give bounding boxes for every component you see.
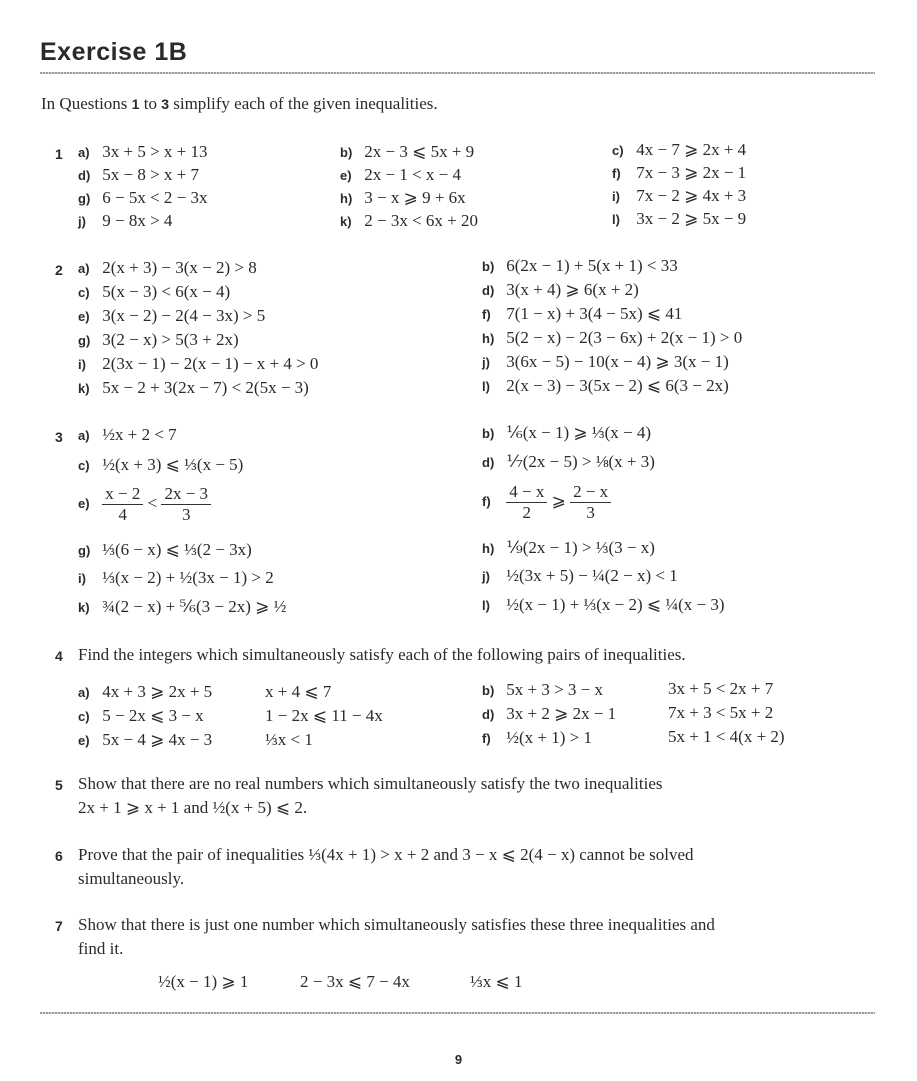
item-expression: 3x + 5 > x + 13 (102, 142, 208, 161)
q2-item-j (482, 352, 729, 372)
item-label: h) (482, 331, 495, 346)
numerator: 2x − 3 (161, 484, 211, 505)
q2-item-h (482, 328, 742, 348)
item-expression: 6 − 5x < 2 − 3x (102, 188, 208, 207)
q1-item-b (340, 142, 474, 162)
q6-line-1: Prove that the pair of inequalities ⅓(4x + 1) > x + 2 and 3 − x ⩽ 2(4 − x) cannot be solved (78, 845, 694, 864)
q2-item-b (482, 256, 678, 276)
item-expression: 3(6x − 5) − 10(x − 4) ⩾ 3(x − 1) (506, 352, 729, 371)
fraction (102, 484, 143, 525)
q3-item-g (78, 540, 252, 560)
denominator: 4 (118, 505, 128, 524)
question-number-3: 3 (55, 429, 63, 445)
item-label: a) (78, 145, 90, 160)
item-label: g) (78, 191, 91, 206)
q4-item-a (78, 682, 212, 702)
q3-item-e (78, 484, 211, 525)
footer-rule (40, 1012, 875, 1014)
item-label: g) (78, 333, 91, 348)
numerator: 4 − x (506, 482, 547, 503)
q4-item-d-second: 7x + 3 < 5x + 2 (668, 703, 774, 722)
item-label: j) (78, 214, 86, 229)
item-expression: 2(x + 3) − 3(x − 2) > 8 (102, 258, 257, 277)
item-expression: 2(3x − 1) − 2(x − 1) − x + 4 > 0 (102, 354, 319, 373)
q4-item-f (482, 728, 592, 748)
item-expression: ½(x + 3) ⩽ ⅓(x − 5) (102, 455, 244, 474)
q4-item-e-second: ⅓x < 1 (265, 730, 313, 749)
item-label: k) (340, 214, 352, 229)
item-expression: ¾(2 − x) + ⅚(3 − 2x) ⩾ ½ (102, 597, 287, 616)
fraction (161, 484, 211, 525)
item-label: g) (78, 543, 91, 558)
q6-line-2: simultaneously. (78, 869, 185, 888)
q5-line-2: 2x + 1 ⩾ x + 1 and ½(x + 5) ⩽ 2. (78, 798, 308, 817)
inequality-1: 3x + 2 ⩾ 2x − 1 (506, 704, 617, 723)
q3-item-d (482, 452, 655, 472)
item-expression: 2x − 3 ⩽ 5x + 9 (364, 142, 475, 161)
question-number-4: 4 (55, 648, 63, 664)
q7-line-2: find it. (78, 939, 124, 958)
item-expression: 5x − 8 > x + 7 (102, 165, 200, 184)
item-expression: ½(x − 1) + ⅓(x − 2) ⩽ ¼(x − 3) (506, 595, 725, 614)
q3-item-l (482, 595, 725, 615)
q1-item-f (612, 163, 746, 183)
item-label: e) (78, 309, 90, 324)
q2-item-l (482, 376, 729, 396)
item-expression: ½(3x + 5) − ¼(2 − x) < 1 (506, 566, 678, 585)
inequality-1: ½(x + 1) > 1 (506, 728, 592, 747)
denominator: 3 (586, 503, 595, 522)
q4-item-c-second: 1 − 2x ⩽ 11 − 4x (265, 706, 383, 725)
item-label: c) (78, 709, 90, 724)
q4-item-f-second: 5x + 1 < 4(x + 2) (668, 727, 785, 746)
item-expression: 9 − 8x > 4 (102, 211, 173, 230)
item-expression: 3x − 2 ⩾ 5x − 9 (636, 209, 747, 228)
item-expression: ⅓(6 − x) ⩽ ⅓(2 − 3x) (102, 540, 252, 559)
intro-after: simplify each of the given inequalities. (169, 94, 438, 113)
q1-item-l (612, 209, 746, 229)
question-number-2: 2 (55, 262, 63, 278)
item-label: k) (78, 381, 90, 396)
item-expression: 2 − 3x < 6x + 20 (364, 211, 479, 230)
item-expression: 7x − 3 ⩾ 2x − 1 (636, 163, 747, 182)
item-expression: 7x − 2 ⩾ 4x + 3 (636, 186, 747, 205)
numerator: 2 − x (570, 482, 611, 503)
q3-item-i (78, 568, 274, 588)
q4-item-c (78, 706, 204, 726)
q3-item-f (482, 482, 611, 523)
item-expression: ⅑(2x − 1) > ⅓(3 − x) (506, 538, 655, 557)
q4-item-b-second: 3x + 5 < 2x + 7 (668, 679, 774, 698)
inequality-1: 5x + 3 > 3 − x (506, 680, 604, 699)
item-label: l) (612, 212, 620, 227)
numerator: x − 2 (102, 484, 143, 505)
q4-item-b (482, 680, 603, 700)
item-label: i) (612, 189, 620, 204)
inequality-1: 4x + 3 ⩾ 2x + 5 (102, 682, 213, 701)
item-label: f) (482, 307, 491, 322)
item-label: a) (78, 685, 90, 700)
item-expression: 3(x + 4) ⩾ 6(x + 2) (506, 280, 639, 299)
inequality-1: 5 − 2x ⩽ 3 − x (102, 706, 204, 725)
question-number-6: 6 (55, 848, 63, 864)
q2-item-e (78, 306, 265, 326)
q2-item-d (482, 280, 639, 300)
q7-line-1: Show that there is just one number which simultaneously satisfies these three inequalities and (78, 915, 715, 934)
q7-inequality-2: 2 − 3x ⩽ 7 − 4x (300, 972, 410, 991)
q4-item-a-second: x + 4 ⩽ 7 (265, 682, 332, 701)
item-expression: ⅙(x − 1) ⩾ ⅓(x − 4) (506, 423, 652, 442)
item-label: l) (482, 379, 490, 394)
item-label: h) (482, 541, 495, 556)
inequality-sign: ⩾ (551, 491, 566, 511)
q3-item-b (482, 423, 651, 443)
q7-inequality-3: ⅓x ⩽ 1 (470, 972, 523, 991)
item-label: i) (78, 357, 86, 372)
item-label: b) (482, 259, 495, 274)
item-label: f) (612, 166, 621, 181)
q2-item-i (78, 354, 318, 374)
fraction (506, 482, 547, 523)
fraction (570, 482, 611, 523)
q1-item-h (340, 188, 466, 208)
exercise-title: Exercise 1B (40, 38, 188, 66)
q4-item-d (482, 704, 616, 724)
question-number-1: 1 (55, 146, 63, 162)
item-label: f) (482, 494, 491, 510)
item-expression: ⅓(x − 2) + ½(3x − 1) > 2 (102, 568, 274, 587)
q4-text: Find the integers which simultaneously satisfy each of the following pairs of inequalities. (78, 645, 686, 664)
q2-item-g (78, 330, 239, 350)
page-number: 9 (454, 1052, 463, 1067)
item-label: d) (482, 455, 495, 470)
item-expression: 5(x − 3) < 6(x − 4) (102, 282, 231, 301)
item-label: j) (482, 355, 490, 370)
q3-item-k (78, 597, 286, 617)
item-expression: 4x − 7 ⩾ 2x + 4 (636, 140, 747, 159)
title-rule (40, 72, 875, 74)
item-label: b) (482, 683, 495, 698)
intro-mid: to (139, 94, 162, 113)
item-label: f) (482, 731, 491, 746)
q2-item-a (78, 258, 257, 278)
q1-item-d (78, 165, 199, 185)
item-label: b) (482, 426, 495, 441)
item-expression: ⅐(2x − 5) > ⅛(x + 3) (506, 452, 655, 471)
q1-item-j (78, 211, 172, 231)
item-label: e) (78, 733, 90, 748)
denominator: 2 (522, 503, 532, 522)
item-label: l) (482, 598, 490, 613)
item-label: c) (612, 143, 624, 158)
item-expression: 5x − 2 + 3(2x − 7) < 2(5x − 3) (102, 378, 309, 397)
item-expression: 2x − 1 < x − 4 (364, 165, 462, 184)
q1-item-c (612, 140, 746, 160)
item-label: d) (482, 707, 495, 722)
q4-item-e (78, 730, 212, 750)
item-expression: 3(x − 2) − 2(4 − 3x) > 5 (102, 306, 266, 325)
q2-item-k (78, 378, 309, 398)
item-expression: 6(2x − 1) + 5(x + 1) < 33 (506, 256, 678, 275)
intro-q3: 3 (161, 96, 169, 112)
inequality-sign: < (147, 493, 158, 513)
item-label: h) (340, 191, 353, 206)
item-expression: 2(x − 3) − 3(5x − 2) ⩽ 6(3 − 2x) (506, 376, 729, 395)
q1-item-i (612, 186, 746, 206)
q3-item-a (78, 425, 177, 445)
intro-text (41, 94, 438, 114)
q7-inequality-1: ½(x − 1) ⩾ 1 (158, 972, 249, 991)
q3-item-j (482, 566, 678, 586)
question-number-5: 5 (55, 777, 63, 793)
denominator: 3 (181, 505, 191, 524)
item-expression: 5(2 − x) − 2(3 − 6x) + 2(x − 1) > 0 (506, 328, 743, 347)
q1-item-g (78, 188, 208, 208)
item-expression: ½x + 2 < 7 (102, 425, 177, 444)
q5-line-1: Show that there are no real numbers which simultaneously satisfy the two inequalities (78, 774, 663, 793)
item-label: b) (340, 145, 353, 160)
question-number-7: 7 (55, 918, 63, 934)
item-label: e) (78, 496, 90, 512)
q2-item-f (482, 304, 682, 324)
q3-item-c (78, 455, 243, 475)
q2-item-c (78, 282, 230, 302)
item-label: i) (78, 571, 86, 586)
inequality-1: 5x − 4 ⩾ 4x − 3 (102, 730, 213, 749)
item-label: e) (340, 168, 352, 183)
q3-item-h (482, 538, 655, 558)
item-expression: 3(2 − x) > 5(3 + 2x) (102, 330, 239, 349)
item-expression: 7(1 − x) + 3(4 − 5x) ⩽ 41 (506, 304, 683, 323)
q1-item-k (340, 211, 478, 231)
intro-before: In Questions (41, 94, 132, 113)
item-label: j) (482, 569, 490, 584)
item-expression: 3 − x ⩾ 9 + 6x (364, 188, 466, 207)
item-label: c) (78, 285, 90, 300)
item-label: k) (78, 600, 90, 615)
item-label: a) (78, 261, 90, 276)
q1-item-a (78, 142, 208, 162)
item-label: d) (78, 168, 91, 183)
intro-q1: 1 (131, 96, 140, 112)
q1-item-e (340, 165, 461, 185)
item-label: d) (482, 283, 495, 298)
item-label: a) (78, 428, 90, 443)
item-label: c) (78, 458, 90, 473)
